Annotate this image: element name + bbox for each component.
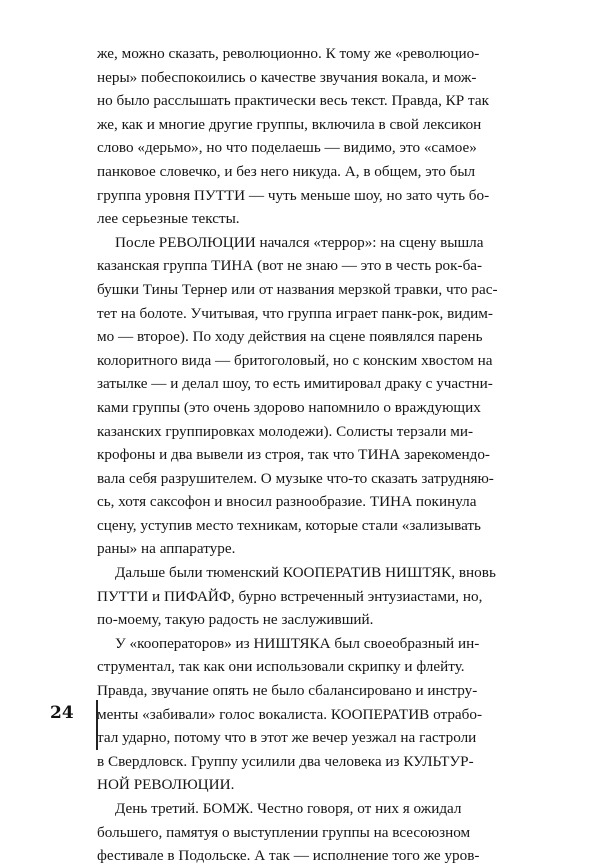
text-line: бушки Тины Тернер или от названия мерзкой травки, что рас-	[97, 280, 498, 298]
text-line: группа уровня ПУТТИ — чуть меньше шоу, но зато чуть бо-	[97, 186, 490, 204]
paragraph	[97, 42, 552, 231]
text-line: мо — второе). По ходу действия на сцене появлялся парень	[97, 328, 483, 346]
paragraph	[97, 561, 552, 632]
text-line: колоритного вида — бритоголовый, но с конским хвостом на	[97, 351, 493, 369]
text-line: неры» побеспокоились о качестве звучания вокала, и мож-	[97, 68, 477, 86]
text-line: После РЕВОЛЮЦИИ начался «террор»: на сцену вышла	[115, 233, 484, 251]
text-line: раны» на аппаратуре.	[97, 540, 236, 558]
text-line: слово «дерьмо», но что поделаешь — видимо, это «самое»	[97, 139, 477, 157]
text-line: по-моему, такую радость не заслуживший.	[97, 611, 374, 629]
text-line: Дальше были тюменский КООПЕРАТИВ НИШТЯК, вновь	[115, 564, 496, 582]
text-line: Правда, звучание опять не было сбалансировано и инстру-	[97, 682, 478, 700]
text-line: лее серьезные тексты.	[97, 210, 240, 228]
text-line: казанская группа ТИНА (вот не знаю — это в честь рок-ба-	[97, 257, 483, 275]
folio-rule	[96, 700, 98, 750]
text-line: крофоны и два вывели из строя, так что ТИНА зарекомендо-	[97, 446, 490, 464]
text-line: тал ударно, потому что в этот же вечер уезжал на гастроли	[97, 729, 477, 747]
paragraph	[97, 797, 552, 868]
text-line: НОЙ РЕВОЛЮЦИИ.	[97, 776, 235, 794]
text-line: же, можно сказать, революционно. К тому же «революцио-	[97, 45, 480, 62]
text-line: сцену, уступив место техникам, которые стали «зализывать	[97, 516, 481, 534]
text-line: День третий. БОМЖ. Честно говоря, от них я ожидал	[115, 800, 462, 817]
text-line: панковое словечко, и без него никуда. А, в общем, это был	[97, 162, 476, 180]
text-line: У «кооператоров» из НИШТЯКА был своеобразный ин-	[115, 634, 480, 652]
paragraph	[97, 231, 552, 561]
text-line: менты «забивали» голос вокалиста. КООПЕРАТИВ отрабо-	[97, 705, 483, 723]
text-line: ПУТТИ и ПИФАЙФ, бурно встреченный энтузиастами, но,	[97, 587, 483, 605]
text-line: струментал, так как они использовали скрипку и флейту.	[97, 658, 465, 676]
text-line: сь, хотя саксофон и вносил разнообразие. ТИНА покинула	[97, 493, 477, 511]
text-line: фестивале в Подольске. А так — исполнение того же уров-	[97, 847, 480, 865]
text-line: тет на болоте. Учитывая, что группа играет панк-рок, видим-	[97, 304, 493, 322]
text-line: в Свердловск. Группу усилили два человека из КУЛЬТУР-	[97, 752, 474, 770]
text-line: казанских группировках молодежи). Солисты терзали ми-	[97, 422, 474, 440]
text-line: но было расслышать практически весь текст. Правда, КР так	[97, 92, 489, 110]
page-number: 24	[50, 703, 74, 723]
text-line: большего, памятуя о выступлении группы на всесоюзном	[97, 823, 471, 841]
text-line: ками группы (это очень здорово напомнило о враждующих	[97, 398, 481, 416]
text-line: затылке — и делал шоу, то есть имитировал драку с участни-	[97, 375, 493, 393]
text-line: вала себя разрушителем. О музыке что-то сказать затрудняю-	[97, 469, 494, 487]
body-text	[97, 42, 552, 868]
paragraph	[97, 632, 552, 797]
text-line: же, как и многие другие группы, включила в свой лексикон	[97, 115, 482, 133]
